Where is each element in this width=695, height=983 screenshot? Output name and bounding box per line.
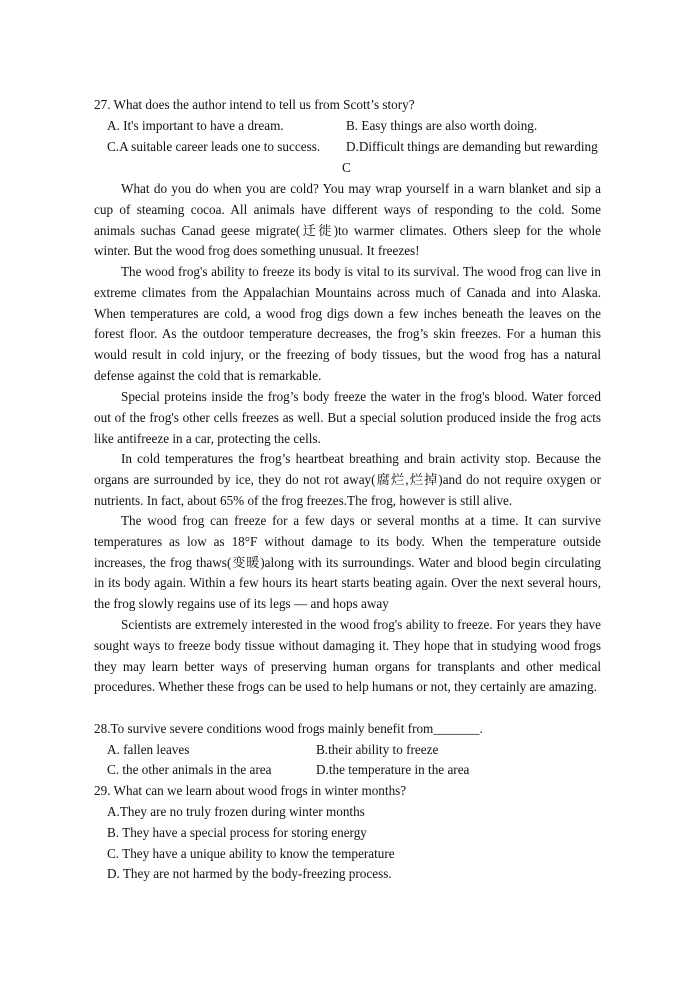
question-27-stem: 27. What does the author intend to tell us from Scott’s story? xyxy=(94,97,415,112)
question-29-option-d: D. They are not harmed by the body-freezing process. xyxy=(107,866,392,881)
section-label: C xyxy=(342,160,351,175)
passage-paragraph-6: Scientists are extremely interested in the wood frog's ability to freeze. For years they have sought ways to freeze body tissue without damaging it. They hope that in studying wood frogs they may learn better ways of preserving human organs for transplants and other medical procedures. Whether these frogs can be used to help humans or not, they certainly are amazing. xyxy=(94,617,601,695)
passage-paragraph-1: What do you do when you are cold? You may wrap yourself in a warn blanket and sip a cup of steaming cocoa. All animals have different ways of responding to the cold. Some animals suchas Canad geese migrate(迁徙)to warmer climates. Others sleep for the whole winter. But the wood frog does something unusual. It freezes! xyxy=(94,181,601,259)
passage-paragraph-4: In cold temperatures the frog’s heartbeat breathing and brain activity stop. Because the organs are surrounded by ice, they do not rot away(腐烂,烂掉)and do not require oxygen or nutrients. In fact, about 65% of the frog freezes.The frog, however is still alive. xyxy=(94,451,601,508)
passage-paragraph-2: The wood frog's ability to freeze its body is vital to its survival. The wood frog can live in extreme climates from the Appalachian Mountains across much of Canada and into Alaska. When temperatures are cold, a wood frog digs down a few inches beneath the leaves on the forest floor. As the outdoor temperature decreases, the frog’s skin freezes. For a human this would result in cold injury, or the freezing of body tissues, but the wood frog has a natural defense against the cold that is remarkable. xyxy=(94,264,601,383)
question-29-option-c: C. They have a unique ability to know the temperature xyxy=(107,846,395,861)
question-28-option-a: A. fallen leaves xyxy=(107,742,190,757)
question-27-option-b: B. Easy things are also worth doing. xyxy=(346,118,538,133)
question-28-option-c: C. the other animals in the area xyxy=(107,762,272,777)
passage-paragraph-5: The wood frog can freeze for a few days or several months at a time. It can survive temperatures as low as 18°F without damage to its body. When the temperature outside increases, the frog thaws(变暖)along with its surroundings. Water and blood begin circulating in its body again. Within a few hours its heart starts beating again. Over the next several hours, the frog slowly regains use of its legs — and hops away xyxy=(94,513,601,612)
passage-paragraph-3: Special proteins inside the frog’s body freeze the water in the frog's blood. Water forced out of the frog's other cells freezes as well. But a special solution produced inside the frog acts like antifreeze in a car, protecting the cells. xyxy=(94,389,601,446)
question-28-option-d: D.the temperature in the area xyxy=(316,762,470,777)
question-28-option-b: B.their ability to freeze xyxy=(316,742,439,757)
question-29-option-b: B. They have a special process for storing energy xyxy=(107,825,367,840)
question-27-option-c: C.A suitable career leads one to success. xyxy=(107,139,321,154)
question-27-option-d: D.Difficult things are demanding but rewarding xyxy=(346,139,598,154)
question-27-option-a: A. It's important to have a dream. xyxy=(107,118,284,133)
question-29-stem: 29. What can we learn about wood frogs in winter months? xyxy=(94,783,407,798)
question-29-option-a: A.They are no truly frozen during winter months xyxy=(107,804,365,819)
question-28-stem: 28.To survive severe conditions wood frogs mainly benefit from_______. xyxy=(94,721,483,736)
